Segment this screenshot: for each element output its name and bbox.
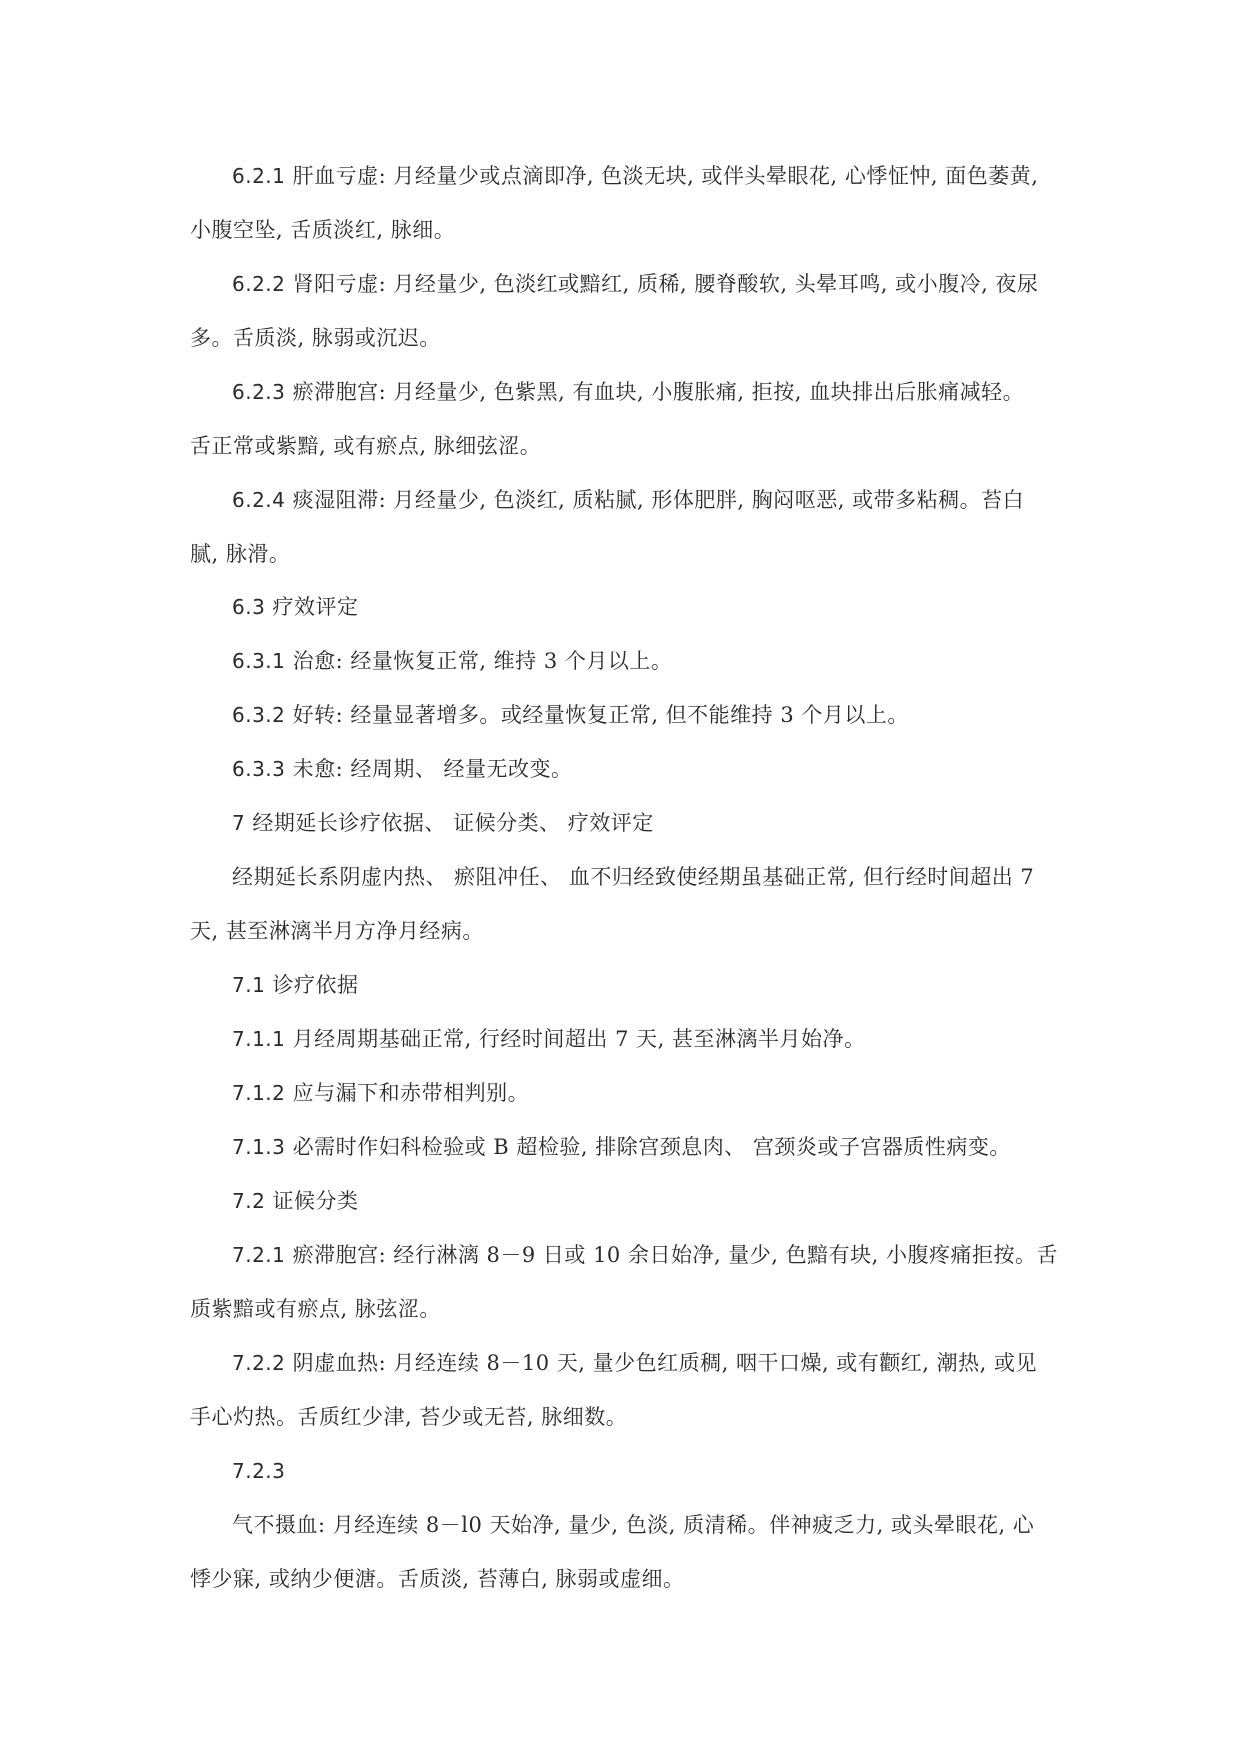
- heading-text: 经期延长诊疗依据、 证候分类、 疗效评定: [245, 811, 654, 835]
- paragraph-text: 痰湿阻滞: 月经量少, 色淡红, 质粘腻, 形体肥胖, 胸闷呕恶, 或带多粘稠。苔白: [285, 488, 1025, 512]
- paragraph-7-2-1-line-1: [232, 1240, 1058, 1270]
- paragraph-text: 手心灼热。舌质红少津, 苔少或无苔, 脉细数。: [190, 1405, 628, 1429]
- paragraph-6-2-1-line-2: [190, 215, 455, 245]
- paragraph-text: 悸少寐, 或纳少便溏。舌质淡, 苔薄白, 脉弱或虚细。: [190, 1567, 685, 1591]
- section-number: 7.1.3: [232, 1135, 286, 1159]
- paragraph-text: 未愈: 经周期、 经量无改变。: [285, 757, 573, 781]
- section-number: 6.2.2: [232, 272, 286, 296]
- paragraph-text: 小腹空坠, 舌质淡红, 脉细。: [190, 218, 456, 242]
- paragraph-7-2-2-line-1: [232, 1348, 1037, 1378]
- heading-7-2-3: [232, 1456, 285, 1486]
- paragraph-7-2-3-line-1: [232, 1510, 1034, 1540]
- paragraph-7-1-2: [232, 1078, 529, 1108]
- paragraph-text: 经期延长系阴虚内热、 瘀阻冲任、 血不归经致使经期虽基础正常, 但行经时间超出 7: [232, 865, 1035, 889]
- paragraph-text: 瘀滞胞宫: 经行淋漓 8－9 日或 10 余日始净, 量少, 色黯有块, 小腹疼痛拒按。舌: [285, 1243, 1059, 1267]
- paragraph-6-2-4-line-2: [190, 539, 290, 569]
- paragraph-7-2-2-line-2: [190, 1402, 627, 1432]
- paragraph-7-2-3-line-2: [190, 1564, 685, 1594]
- heading-7-1: [232, 970, 359, 1000]
- paragraph-7-intro-line-1: [232, 862, 1034, 892]
- paragraph-text: 舌正常或紫黯, 或有瘀点, 脉细弦涩。: [190, 434, 542, 458]
- section-number: 6.3.1: [232, 649, 286, 673]
- section-number: 7: [232, 811, 246, 835]
- heading-6-3: [232, 592, 359, 622]
- paragraph-text: 应与漏下和赤带相判别。: [285, 1081, 530, 1105]
- paragraph-text: 质紫黯或有瘀点, 脉弦涩。: [190, 1297, 441, 1321]
- section-number: 7.2.2: [232, 1351, 286, 1375]
- paragraph-7-1-3: [232, 1132, 1011, 1162]
- paragraph-7-2-1-line-2: [190, 1294, 441, 1324]
- paragraph-text: 肾阳亏虚: 月经量少, 色淡红或黯红, 质稀, 腰脊酸软, 头晕耳鸣, 或小腹冷, 夜尿: [285, 272, 1039, 296]
- section-number: 7.1.1: [232, 1027, 286, 1051]
- paragraph-6-2-3-line-1: [232, 377, 1024, 407]
- section-number: 6.3.2: [232, 703, 286, 727]
- paragraph-text: 天, 甚至淋漓半月方净月经病。: [190, 919, 484, 943]
- section-number: 7.2: [232, 1189, 266, 1213]
- section-number: 6.2.3: [232, 380, 286, 404]
- paragraph-text: 瘀滞胞宫: 月经量少, 色紫黑, 有血块, 小腹胀痛, 拒按, 血块排出后胀痛减轻。: [285, 380, 1025, 404]
- heading-text: 疗效评定: [265, 595, 359, 619]
- paragraph-6-2-2-line-2: [190, 323, 441, 353]
- paragraph-text: 治愈: 经量恢复正常, 维持 3 个月以上。: [285, 649, 673, 673]
- paragraph-text: 好转: 经量显著增多。或经量恢复正常, 但不能维持 3 个月以上。: [285, 703, 909, 727]
- section-number: 6.2.4: [232, 488, 286, 512]
- paragraph-6-3-1: [232, 646, 672, 676]
- paragraph-6-3-2: [232, 700, 909, 730]
- section-number: 6.3: [232, 595, 266, 619]
- paragraph-text: 腻, 脉滑。: [190, 542, 291, 566]
- paragraph-text: 阴虚血热: 月经连续 8－10 天, 量少色红质稠, 咽干口燥, 或有颧红, 潮热, 或见: [285, 1351, 1037, 1375]
- section-number: 6.3.3: [232, 757, 286, 781]
- paragraph-6-2-3-line-2: [190, 431, 541, 461]
- paragraph-text: 必需时作妇科检验或 B 超检验, 排除宫颈息肉、 宫颈炎或子宫器质性病变。: [285, 1135, 1011, 1159]
- section-number: 7.1.2: [232, 1081, 286, 1105]
- paragraph-text: 肝血亏虚: 月经量少或点滴即净, 色淡无块, 或伴头晕眼花, 心悸怔忡, 面色萎黄,: [285, 164, 1039, 188]
- heading-text: 证候分类: [265, 1189, 359, 1213]
- paragraph-7-intro-line-2: [190, 916, 484, 946]
- paragraph-text: 多。舌质淡, 脉弱或沉迟。: [190, 326, 441, 350]
- section-number: 7.1: [232, 973, 266, 997]
- heading-text: 诊疗依据: [265, 973, 359, 997]
- section-number: 6.2.1: [232, 164, 286, 188]
- section-number: 7.2.1: [232, 1243, 286, 1267]
- paragraph-text: 月经周期基础正常, 行经时间超出 7 天, 甚至淋漓半月始净。: [285, 1027, 866, 1051]
- paragraph-6-2-4-line-1: [232, 485, 1024, 515]
- paragraph-6-2-1-line-1: [232, 161, 1038, 191]
- paragraph-7-1-1: [232, 1024, 865, 1054]
- heading-7-2: [232, 1186, 359, 1216]
- heading-7: [232, 808, 654, 838]
- section-number: 7.2.3: [232, 1459, 286, 1483]
- paragraph-text: 气不摄血: 月经连续 8－l0 天始净, 量少, 色淡, 质清稀。伴神疲乏力, 或头晕眼花, 心: [232, 1513, 1035, 1537]
- paragraph-6-3-3: [232, 754, 573, 784]
- paragraph-6-2-2-line-1: [232, 269, 1038, 299]
